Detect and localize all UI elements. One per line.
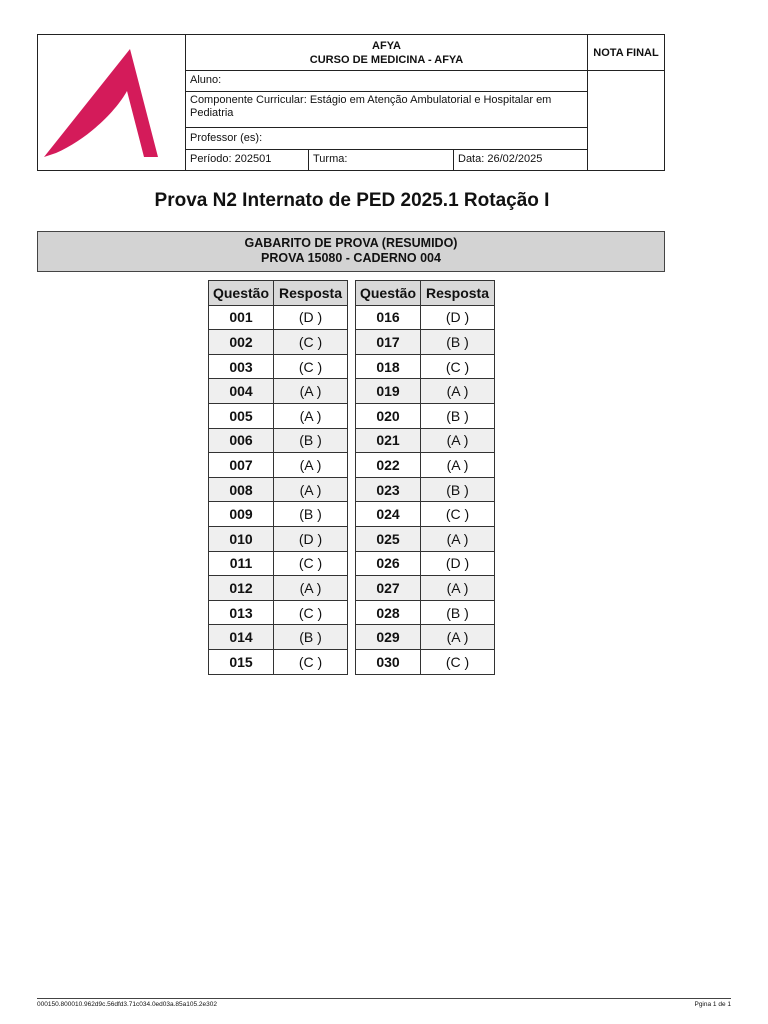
question-number: 003 (209, 354, 274, 379)
question-number: 012 (209, 576, 274, 601)
table-row (209, 477, 348, 502)
answer-value: (C ) (274, 551, 348, 576)
table-row (356, 453, 495, 478)
question-number: 009 (209, 502, 274, 527)
answer-value: (B ) (421, 600, 495, 625)
aluno-field: Aluno: (186, 71, 587, 92)
question-number: 005 (209, 403, 274, 428)
answer-value: (B ) (421, 477, 495, 502)
answer-value: (A ) (274, 379, 348, 404)
answer-value: (B ) (274, 428, 348, 453)
header-info (186, 35, 588, 170)
header-title (186, 35, 587, 71)
gabarito-line1: GABARITO DE PROVA (RESUMIDO) (244, 236, 458, 250)
table-row (209, 453, 348, 478)
table-row (356, 576, 495, 601)
answer-value: (A ) (274, 576, 348, 601)
answer-value: (A ) (274, 453, 348, 478)
question-number: 001 (209, 305, 274, 330)
question-number: 015 (209, 649, 274, 674)
answer-value: (C ) (274, 649, 348, 674)
table-row (356, 502, 495, 527)
question-number: 027 (356, 576, 421, 601)
question-number: 029 (356, 625, 421, 650)
table-row (209, 330, 348, 355)
table-header-row (209, 281, 348, 306)
page-title: Prova N2 Internato de PED 2025.1 Rotação I (154, 190, 550, 211)
question-number: 021 (356, 428, 421, 453)
table-row (356, 600, 495, 625)
answer-value: (C ) (421, 354, 495, 379)
answer-value: (C ) (421, 502, 495, 527)
question-number: 014 (209, 625, 274, 650)
data-field: Data: 26/02/2025 (458, 153, 543, 165)
table-row (209, 625, 348, 650)
answer-value: (A ) (421, 428, 495, 453)
question-number: 007 (209, 453, 274, 478)
answer-value: (C ) (274, 354, 348, 379)
table-row (356, 403, 495, 428)
table-row (209, 354, 348, 379)
table-row (356, 330, 495, 355)
question-number: 010 (209, 526, 274, 551)
question-number: 004 (209, 379, 274, 404)
question-number: 022 (356, 453, 421, 478)
answer-value: (C ) (274, 600, 348, 625)
answer-table-left (208, 280, 348, 675)
nota-final-label: NOTA FINAL (588, 35, 664, 71)
answer-value: (D ) (421, 305, 495, 330)
column-header-questao: Questão (209, 281, 274, 306)
question-number: 017 (356, 330, 421, 355)
course-name: CURSO DE MEDICINA - AFYA (309, 54, 464, 66)
table-row (209, 526, 348, 551)
answer-value: (D ) (274, 526, 348, 551)
document-header (37, 34, 665, 171)
question-number: 006 (209, 428, 274, 453)
answer-value: (A ) (274, 477, 348, 502)
table-row (356, 379, 495, 404)
answer-value: (B ) (421, 403, 495, 428)
table-row (356, 477, 495, 502)
answer-value: (C ) (421, 649, 495, 674)
table-row (356, 305, 495, 330)
question-number: 026 (356, 551, 421, 576)
question-number: 018 (356, 354, 421, 379)
table-row (209, 649, 348, 674)
table-row (356, 625, 495, 650)
periodo-field: Período: 202501 (186, 150, 309, 171)
table-row (209, 428, 348, 453)
question-number: 002 (209, 330, 274, 355)
question-number: 030 (356, 649, 421, 674)
table-header-row (356, 281, 495, 306)
institution-name: AFYA (372, 40, 401, 52)
question-number: 008 (209, 477, 274, 502)
table-row (356, 526, 495, 551)
page-footer (37, 998, 731, 1008)
column-header-resposta: Resposta (274, 281, 348, 306)
question-number: 023 (356, 477, 421, 502)
question-number: 024 (356, 502, 421, 527)
column-header-questao: Questão (356, 281, 421, 306)
answer-value: (A ) (421, 625, 495, 650)
table-row (209, 576, 348, 601)
table-row (356, 649, 495, 674)
answer-value: (B ) (274, 502, 348, 527)
answer-value: (A ) (421, 453, 495, 478)
question-number: 016 (356, 305, 421, 330)
afya-logo-icon (38, 35, 186, 170)
answer-value: (A ) (421, 576, 495, 601)
professor-field: Professor (es): (186, 128, 587, 150)
table-row (209, 600, 348, 625)
answer-value: (D ) (421, 551, 495, 576)
column-header-resposta: Resposta (421, 281, 495, 306)
componente-curricular: Componente Curricular: Estágio em Atenção Ambulatorial e Hospitalar em Pediatria (186, 92, 587, 128)
table-row (209, 403, 348, 428)
answer-value: (A ) (421, 379, 495, 404)
question-number: 028 (356, 600, 421, 625)
gabarito-banner (37, 231, 665, 272)
answer-value: (A ) (421, 526, 495, 551)
answer-value: (D ) (274, 305, 348, 330)
answer-value: (B ) (421, 330, 495, 355)
answer-table-right (355, 280, 495, 675)
turma-field: Turma: (309, 150, 454, 171)
logo-cell (38, 35, 186, 170)
table-row (209, 551, 348, 576)
answer-value: (C ) (274, 330, 348, 355)
question-number: 020 (356, 403, 421, 428)
question-number: 019 (356, 379, 421, 404)
question-number: 025 (356, 526, 421, 551)
table-row (356, 428, 495, 453)
answer-value: (B ) (274, 625, 348, 650)
answer-value: (A ) (274, 403, 348, 428)
question-number: 013 (209, 600, 274, 625)
table-row (209, 305, 348, 330)
footer-code: 000150.800010.962d9c.56dfd3.71c034.0ed03a.85a105.2e302 (37, 1001, 218, 1008)
table-row (356, 354, 495, 379)
question-number: 011 (209, 551, 274, 576)
footer-page-number: Pgina 1 de 1 (694, 1001, 731, 1008)
table-row (209, 379, 348, 404)
gabarito-line2: PROVA 15080 - CADERNO 004 (261, 251, 441, 265)
table-row (356, 551, 495, 576)
table-row (209, 502, 348, 527)
period-row (186, 150, 587, 171)
